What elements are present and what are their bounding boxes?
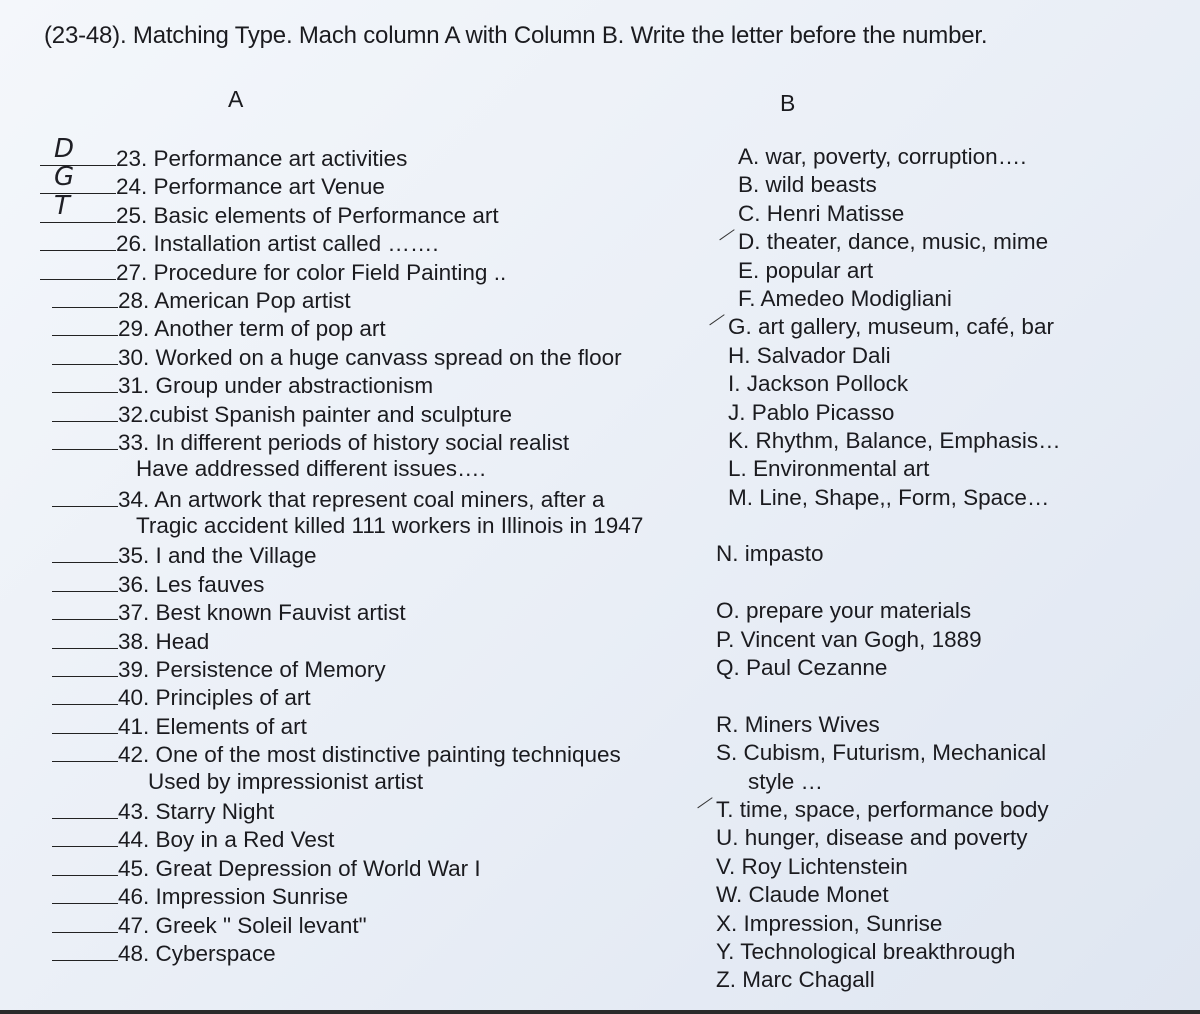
answer-blank[interactable] xyxy=(52,796,118,819)
choice-text: O. prepare your materials xyxy=(716,598,972,624)
choice-row xyxy=(708,427,1188,455)
question-text: 29. Another term of pop art xyxy=(118,316,386,342)
question-row xyxy=(40,938,700,966)
handwritten-answer: T xyxy=(54,190,70,221)
choice-text: V. Roy Lichtenstein xyxy=(716,853,908,879)
answer-blank[interactable] xyxy=(52,399,118,422)
choice-text: B. wild beasts xyxy=(738,172,877,198)
pen-mark-icon xyxy=(719,229,742,252)
choice-text: A. war, poverty, corruption…. xyxy=(738,144,1027,169)
choice-row xyxy=(708,881,1188,909)
answer-blank[interactable] xyxy=(52,682,118,705)
question-row xyxy=(40,370,700,398)
choice-row xyxy=(708,370,1188,398)
answer-blank[interactable] xyxy=(52,739,118,762)
answer-blank[interactable] xyxy=(52,569,118,592)
choice-row xyxy=(708,228,1188,256)
question-row xyxy=(40,285,700,313)
column-b-heading: B xyxy=(780,90,796,116)
answer-blank[interactable] xyxy=(52,626,118,649)
choice-text: E. popular art xyxy=(738,257,874,283)
question-text: 34. An artwork that represent coal miners, after a xyxy=(118,486,605,512)
choice-row xyxy=(708,853,1188,881)
choice-text: L. Environmental art xyxy=(728,456,930,482)
choice-row xyxy=(708,342,1188,370)
answer-blank[interactable] xyxy=(52,342,118,365)
choice-row xyxy=(708,824,1188,852)
question-row xyxy=(40,228,700,256)
choice-row xyxy=(708,200,1188,228)
question-text-continued: Used by impressionist artist xyxy=(148,768,424,794)
question-row xyxy=(40,257,700,285)
question-text: 24. Performance art Venue xyxy=(116,174,385,200)
question-row xyxy=(40,626,700,654)
answer-blank[interactable] xyxy=(52,853,118,876)
choice-text: X. Impression, Sunrise xyxy=(716,910,943,936)
choice-row xyxy=(708,484,1188,512)
choice-text: P. Vincent van Gogh, 1889 xyxy=(716,626,982,652)
question-row xyxy=(40,881,700,909)
choice-text: R. Miners Wives xyxy=(716,711,880,737)
answer-blank[interactable] xyxy=(52,654,118,677)
choice-text: H. Salvador Dali xyxy=(728,342,891,368)
choice-text: M. Line, Shape,, Form, Space… xyxy=(728,484,1050,510)
answer-blank[interactable] xyxy=(40,134,116,166)
question-row xyxy=(40,162,700,200)
choice-text: Z. Marc Chagall xyxy=(716,967,875,993)
answer-blank[interactable] xyxy=(40,228,116,251)
pen-mark-icon xyxy=(697,797,720,820)
question-row xyxy=(40,654,700,682)
page-edge-divider xyxy=(0,1010,1200,1014)
choice-text: D. theater, dance, music, mime xyxy=(738,229,1048,254)
spacer xyxy=(708,512,1188,540)
answer-blank[interactable] xyxy=(52,597,118,620)
choice-row xyxy=(708,171,1188,199)
question-row xyxy=(40,427,700,455)
choice-row xyxy=(708,796,1188,824)
question-row xyxy=(40,910,700,938)
question-row xyxy=(40,399,700,427)
choice-text: T. time, space, performance body xyxy=(716,797,1049,822)
question-text: 43. Starry Night xyxy=(118,798,275,824)
choice-text: G. art gallery, museum, café, bar xyxy=(728,314,1054,339)
question-row xyxy=(40,597,700,625)
question-text: 37. Best known Fauvist artist xyxy=(118,600,406,626)
answer-blank[interactable] xyxy=(52,484,118,507)
answer-blank[interactable] xyxy=(52,824,118,847)
answer-blank[interactable] xyxy=(52,313,118,336)
choice-row xyxy=(708,399,1188,427)
question-text: 32.cubist Spanish painter and sculpture xyxy=(118,401,513,427)
question-row xyxy=(40,342,700,370)
choice-row xyxy=(708,597,1188,625)
question-text: 41. Elements of art xyxy=(118,713,307,739)
instructions-title: (23-48). Matching Type. Mach column A with Column B. Write the letter before the number. xyxy=(44,22,988,49)
question-text: 47. Greek " Soleil levant" xyxy=(118,912,367,938)
column-a-list xyxy=(40,134,700,966)
answer-blank[interactable] xyxy=(52,910,118,933)
question-text-continued: Have addressed different issues…. xyxy=(136,456,486,482)
question-row xyxy=(40,540,700,568)
handwritten-answer: D xyxy=(54,134,75,164)
choice-text: K. Rhythm, Balance, Emphasis… xyxy=(728,427,1061,453)
question-text: 35. I and the Village xyxy=(118,543,317,569)
answer-blank[interactable] xyxy=(40,190,116,223)
question-row xyxy=(40,711,700,739)
spacer xyxy=(708,682,1188,710)
question-text: 45. Great Depression of World War I xyxy=(118,855,481,881)
question-row xyxy=(40,824,700,852)
question-text-continued: Tragic accident killed 111 workers in Illinois in 1947 xyxy=(136,513,644,539)
choice-text: U. hunger, disease and poverty xyxy=(716,825,1028,851)
answer-blank[interactable] xyxy=(52,540,118,563)
pen-mark-icon xyxy=(709,315,732,338)
question-text: 46. Impression Sunrise xyxy=(118,884,349,910)
question-text: 27. Procedure for color Field Painting .. xyxy=(116,259,507,285)
question-row xyxy=(40,853,700,881)
spacer xyxy=(708,569,1188,597)
question-row xyxy=(40,313,700,341)
answer-blank[interactable] xyxy=(52,881,118,904)
choice-text: W. Claude Monet xyxy=(716,882,889,908)
choice-text: C. Henri Matisse xyxy=(738,200,905,226)
column-b-list xyxy=(708,143,1188,995)
choice-row xyxy=(708,910,1188,938)
question-row xyxy=(40,484,700,512)
choice-text: Q. Paul Cezanne xyxy=(716,655,888,681)
choice-row xyxy=(708,257,1188,285)
answer-blank[interactable] xyxy=(40,257,116,280)
answer-blank[interactable] xyxy=(52,285,118,308)
question-text: 44. Boy in a Red Vest xyxy=(118,827,335,853)
question-row xyxy=(40,682,700,710)
choice-text: S. Cubism, Futurism, Mechanical xyxy=(716,740,1047,766)
question-text: 36. Les fauves xyxy=(118,571,265,597)
question-text: 48. Cyberspace xyxy=(118,940,276,966)
choice-text: Y. Technological breakthrough xyxy=(716,938,1016,964)
question-text: 40. Principles of art xyxy=(118,685,311,711)
choice-row xyxy=(708,711,1188,739)
choice-text-continued: style … xyxy=(748,768,824,794)
answer-blank[interactable] xyxy=(52,938,118,961)
choice-row xyxy=(708,143,1188,171)
choice-row xyxy=(708,739,1188,767)
question-text: 42. One of the most distinctive painting techniques xyxy=(118,742,621,768)
choice-row xyxy=(708,654,1188,682)
question-row xyxy=(40,190,700,228)
question-text: 23. Performance art activities xyxy=(116,146,408,171)
choice-row xyxy=(708,938,1188,966)
choice-row xyxy=(708,285,1188,313)
choice-row xyxy=(708,966,1188,994)
answer-blank[interactable] xyxy=(52,711,118,734)
question-row xyxy=(40,796,700,824)
question-row xyxy=(40,134,700,171)
question-text: 25. Basic elements of Performance art xyxy=(116,202,499,228)
question-text: 31. Group under abstractionism xyxy=(118,373,434,399)
question-text: 28. American Pop artist xyxy=(118,287,351,313)
answer-blank[interactable] xyxy=(40,162,116,194)
answer-blank[interactable] xyxy=(52,370,118,393)
question-text: 38. Head xyxy=(118,628,210,654)
choice-text: J. Pablo Picasso xyxy=(728,399,895,425)
question-text: 26. Installation artist called ……. xyxy=(116,231,439,257)
question-text: 33. In different periods of history social realist xyxy=(118,429,570,455)
choice-row xyxy=(708,540,1188,568)
column-a-heading: A xyxy=(228,86,244,112)
question-text: 30. Worked on a huge canvass spread on the floor xyxy=(118,344,622,370)
question-row xyxy=(40,739,700,767)
choice-text: N. impasto xyxy=(716,541,824,567)
choice-row xyxy=(708,313,1188,341)
question-row xyxy=(40,569,700,597)
question-text: 39. Persistence of Memory xyxy=(118,657,386,683)
choice-text: I. Jackson Pollock xyxy=(728,371,909,397)
answer-blank[interactable] xyxy=(52,427,118,450)
choice-row xyxy=(708,455,1188,483)
handwritten-answer: G xyxy=(54,162,75,193)
choice-text: F. Amedeo Modigliani xyxy=(738,285,952,311)
choice-row xyxy=(708,626,1188,654)
